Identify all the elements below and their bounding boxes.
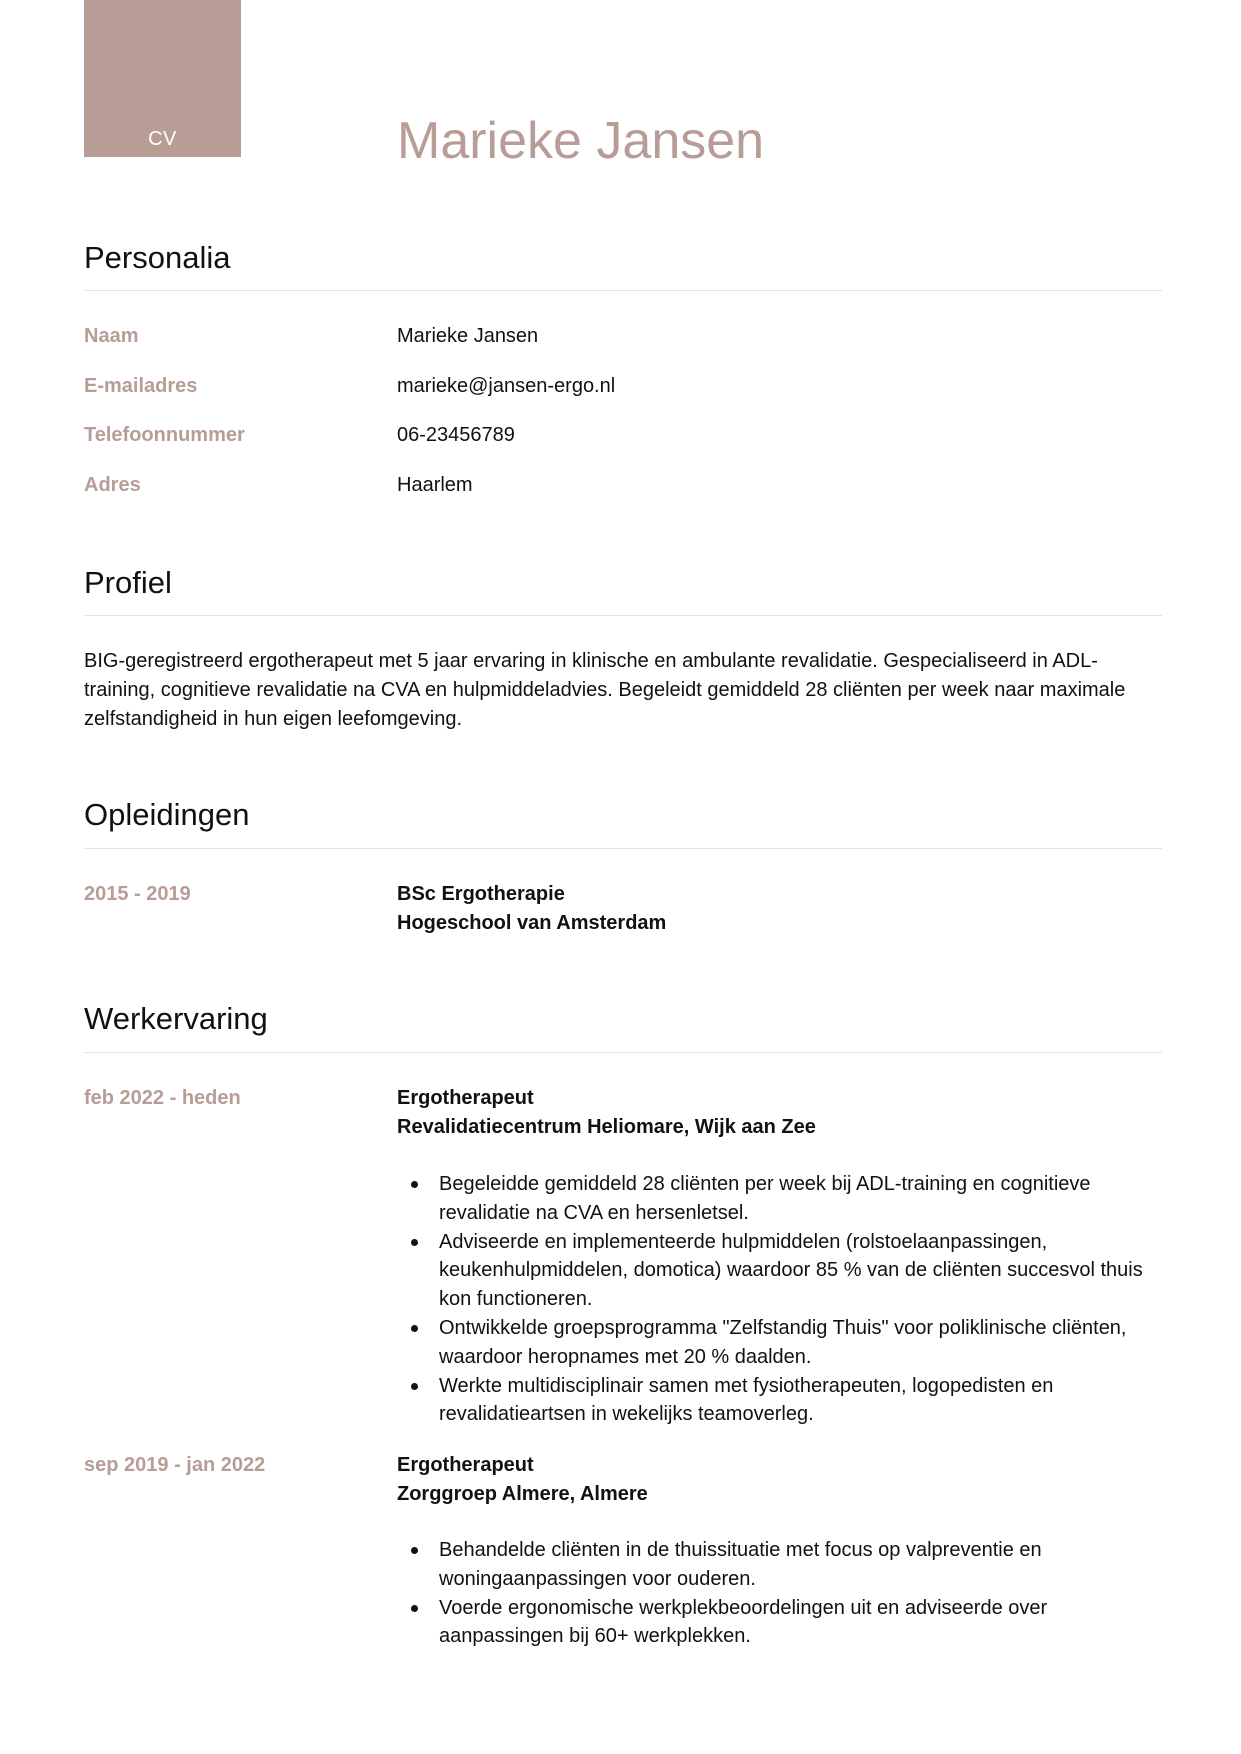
job-role: Ergotherapeut xyxy=(397,1087,534,1109)
job-bullet-list xyxy=(397,1170,1167,1429)
value-email: marieke@jansen-ergo.nl xyxy=(397,375,616,397)
label-telefoon: Telefoonnummer xyxy=(84,424,245,446)
job-period: feb 2022 - heden xyxy=(84,1087,241,1109)
value-naam: Marieke Jansen xyxy=(397,325,539,347)
value-adres: Haarlem xyxy=(397,474,473,496)
job-employer: Revalidatiecentrum Heliomare, Wijk aan Zee xyxy=(397,1116,816,1138)
job-bullet: Behandelde cliënten in de thuissituatie met focus op valpreventie en woningaanpassingen voor ouderen. xyxy=(397,1536,1167,1594)
profile-photo-placeholder xyxy=(84,0,241,157)
job-bullet: Werkte multidisciplinair samen met fysiotherapeuten, logopedisten en revalidatieartsen in wekelijks teamoverleg. xyxy=(397,1372,1167,1430)
job-bullet: Ontwikkelde groepsprogramma "Zelfstandig Thuis" voor poliklinische cliënten, waardoor heropnames met 20 % daalden. xyxy=(397,1314,1167,1372)
section-title-personalia: Personalia xyxy=(84,240,231,275)
value-telefoon: 06-23456789 xyxy=(397,424,515,446)
education-school: Hogeschool van Amsterdam xyxy=(397,912,667,934)
label-email: E-mailadres xyxy=(84,375,198,397)
section-title-werkervaring: Werkervaring xyxy=(84,1001,268,1036)
section-divider xyxy=(84,615,1162,616)
photo-label: CV xyxy=(148,128,177,150)
section-title-opleidingen: Opleidingen xyxy=(84,797,250,832)
education-period: 2015 - 2019 xyxy=(84,883,191,905)
candidate-name: Marieke Jansen xyxy=(397,112,765,170)
section-divider xyxy=(84,290,1162,291)
job-period: sep 2019 - jan 2022 xyxy=(84,1454,266,1476)
job-bullet: Voerde ergonomische werkplekbeoordelingen uit en adviseerde over aanpassingen bij 60+ werkplekken. xyxy=(397,1594,1167,1652)
education-degree: BSc Ergotherapie xyxy=(397,883,565,905)
label-naam: Naam xyxy=(84,325,139,347)
section-title-profiel: Profiel xyxy=(84,565,172,600)
profile-summary: BIG-geregistreerd ergotherapeut met 5 jaar ervaring in klinische en ambulante revalidatie. Gespecialiseerd in ADL-training, cognitieve revalidatie na CVA en hulpmiddeladvies. Begeleidt gemiddeld 28 cliënten per week naar maximale zelfstandigheid in hun eigen leefomgeving. xyxy=(84,650,1126,730)
job-role: Ergotherapeut xyxy=(397,1454,534,1476)
job-bullet: Begeleidde gemiddeld 28 cliënten per week bij ADL-training en cognitieve revalidatie na CVA en hersenletsel. xyxy=(397,1170,1167,1228)
job-bullet: Adviseerde en implementeerde hulpmiddelen (rolstoelaanpassingen, keukenhulpmiddelen, domotica) waardoor 85 % van de cliënten succesvol thuis kon functioneren. xyxy=(397,1228,1167,1314)
job-employer: Zorggroep Almere, Almere xyxy=(397,1483,648,1505)
label-adres: Adres xyxy=(84,474,141,496)
section-divider xyxy=(84,848,1162,849)
section-divider xyxy=(84,1052,1162,1053)
job-bullet-list xyxy=(397,1536,1167,1651)
